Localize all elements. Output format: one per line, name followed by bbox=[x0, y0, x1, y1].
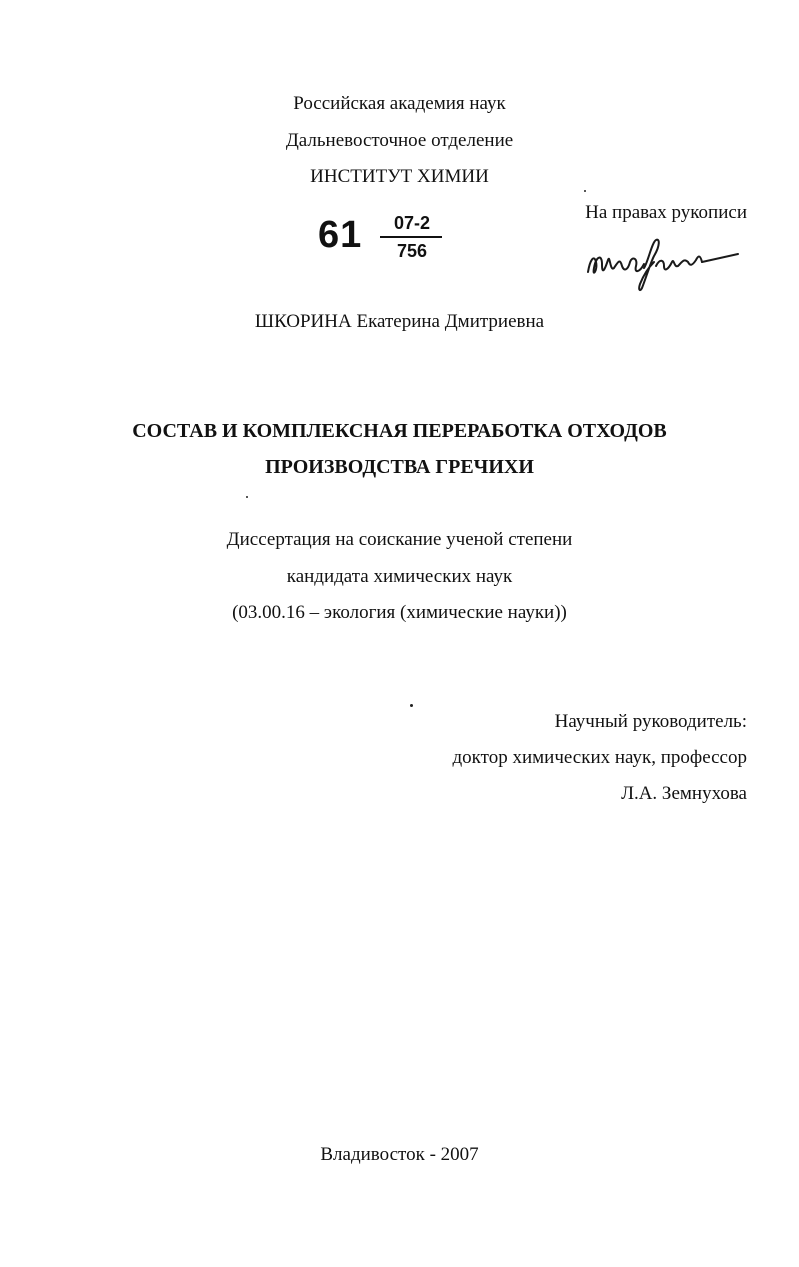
manuscript-rights: На правах рукописи bbox=[585, 202, 747, 223]
author-name: ШКОРИНА Екатерина Дмитриевна bbox=[254, 311, 545, 332]
catalog-code-main: 61 bbox=[318, 214, 363, 256]
dissertation-line-3: (03.00.16 – экология (химические науки)) bbox=[232, 602, 567, 623]
catalog-code-numerator: 07-2 bbox=[393, 213, 431, 233]
scan-speck bbox=[246, 496, 248, 498]
branch-name: Дальневосточное отделение bbox=[285, 130, 514, 151]
supervisor-degree: доктор химических наук, профессор bbox=[452, 747, 747, 768]
thesis-title-line-2: ПРОИЗВОДСТВА ГРЕЧИХИ bbox=[265, 456, 534, 478]
catalog-code-fraction-line bbox=[380, 236, 442, 238]
institute-name: ИНСТИТУТ ХИМИИ bbox=[310, 166, 489, 187]
academy-name: Российская академия наук bbox=[293, 93, 506, 114]
supervisor-name: Л.А. Земнухова bbox=[621, 783, 747, 804]
catalog-code-denominator: 756 bbox=[396, 241, 428, 261]
catalog-code bbox=[318, 212, 448, 268]
dissertation-line-1: Диссертация на соискание ученой степени bbox=[226, 529, 573, 550]
handwritten-signature bbox=[580, 232, 760, 294]
dissertation-line-2: кандидата химических наук bbox=[286, 566, 513, 587]
city-year: Владивосток - 2007 bbox=[320, 1144, 479, 1165]
supervisor-label: Научный руководитель: bbox=[554, 711, 747, 732]
scan-speck bbox=[410, 704, 413, 707]
thesis-title-line-1: СОСТАВ И КОМПЛЕКСНАЯ ПЕРЕРАБОТКА ОТХОДОВ bbox=[132, 420, 667, 442]
scan-speck bbox=[584, 190, 586, 192]
